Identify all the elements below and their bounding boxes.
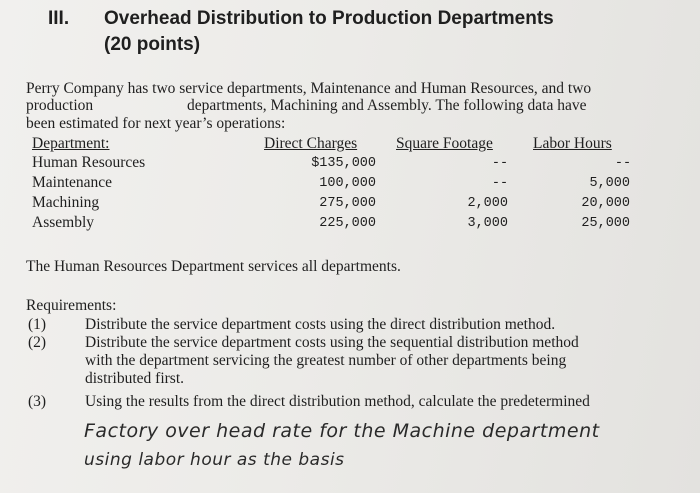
table-row-labor-hours: -- bbox=[614, 156, 632, 171]
table-row-department: Human Resources bbox=[32, 154, 146, 171]
intro-line2-start: production bbox=[26, 97, 94, 114]
requirement-text: Using the results from the direct distribution method, calculate the predetermined bbox=[85, 393, 590, 410]
table-row-labor-hours: 5,000 bbox=[589, 176, 630, 191]
service-statement: The Human Resources Department services all departments. bbox=[26, 258, 401, 275]
handwritten-note-line1: Factory over head rate for the Machine department bbox=[84, 420, 600, 442]
table-row-square-footage: 3,000 bbox=[467, 216, 508, 231]
table-row-square-footage: -- bbox=[491, 156, 509, 171]
table-header-square-footage: Square Footage bbox=[396, 135, 493, 152]
table-row-direct-charges: 100,000 bbox=[319, 176, 376, 191]
intro-line2-end: departments, Machining and Assembly. The following data have bbox=[187, 97, 587, 114]
table-row-labor-hours: 20,000 bbox=[581, 196, 630, 211]
requirements-title: Requirements: bbox=[26, 297, 117, 314]
handwritten-note-line2: using labor hour as the basis bbox=[84, 450, 345, 470]
heading-title-line2: (20 points) bbox=[104, 34, 201, 55]
requirement-text: distributed first. bbox=[85, 370, 185, 387]
table-row-square-footage: 2,000 bbox=[467, 196, 508, 211]
table-row-department: Machining bbox=[32, 194, 100, 211]
heading-title-line1: Overhead Distribution to Production Departments bbox=[104, 8, 554, 29]
heading-numeral: III. bbox=[48, 8, 70, 29]
intro-line3: been estimated for next year’s operations: bbox=[26, 115, 286, 132]
table-row-labor-hours: 25,000 bbox=[581, 216, 630, 231]
table-row-department: Maintenance bbox=[32, 174, 113, 191]
requirement-number: (2) bbox=[28, 334, 47, 351]
table-row-direct-charges: $135,000 bbox=[311, 156, 376, 171]
table-header-direct-charges: Direct Charges bbox=[264, 135, 358, 152]
table-header-labor-hours: Labor Hours bbox=[533, 135, 612, 152]
intro-line1: Perry Company has two service departments, Maintenance and Human Resources, and two bbox=[26, 80, 592, 97]
requirement-number: (1) bbox=[28, 316, 47, 333]
table-row-direct-charges: 275,000 bbox=[319, 196, 376, 211]
table-row-department: Assembly bbox=[32, 214, 94, 231]
requirement-text: Distribute the service department costs using the direct distribution method. bbox=[85, 316, 556, 333]
requirement-text: with the department servicing the greatest number of other departments being bbox=[85, 352, 567, 369]
requirement-number: (3) bbox=[28, 393, 47, 410]
requirement-text: Distribute the service department costs using the sequential distribution method bbox=[85, 334, 579, 351]
table-row-direct-charges: 225,000 bbox=[319, 216, 376, 231]
table-header-department: Department: bbox=[32, 135, 110, 152]
table-row-square-footage: -- bbox=[491, 176, 509, 191]
